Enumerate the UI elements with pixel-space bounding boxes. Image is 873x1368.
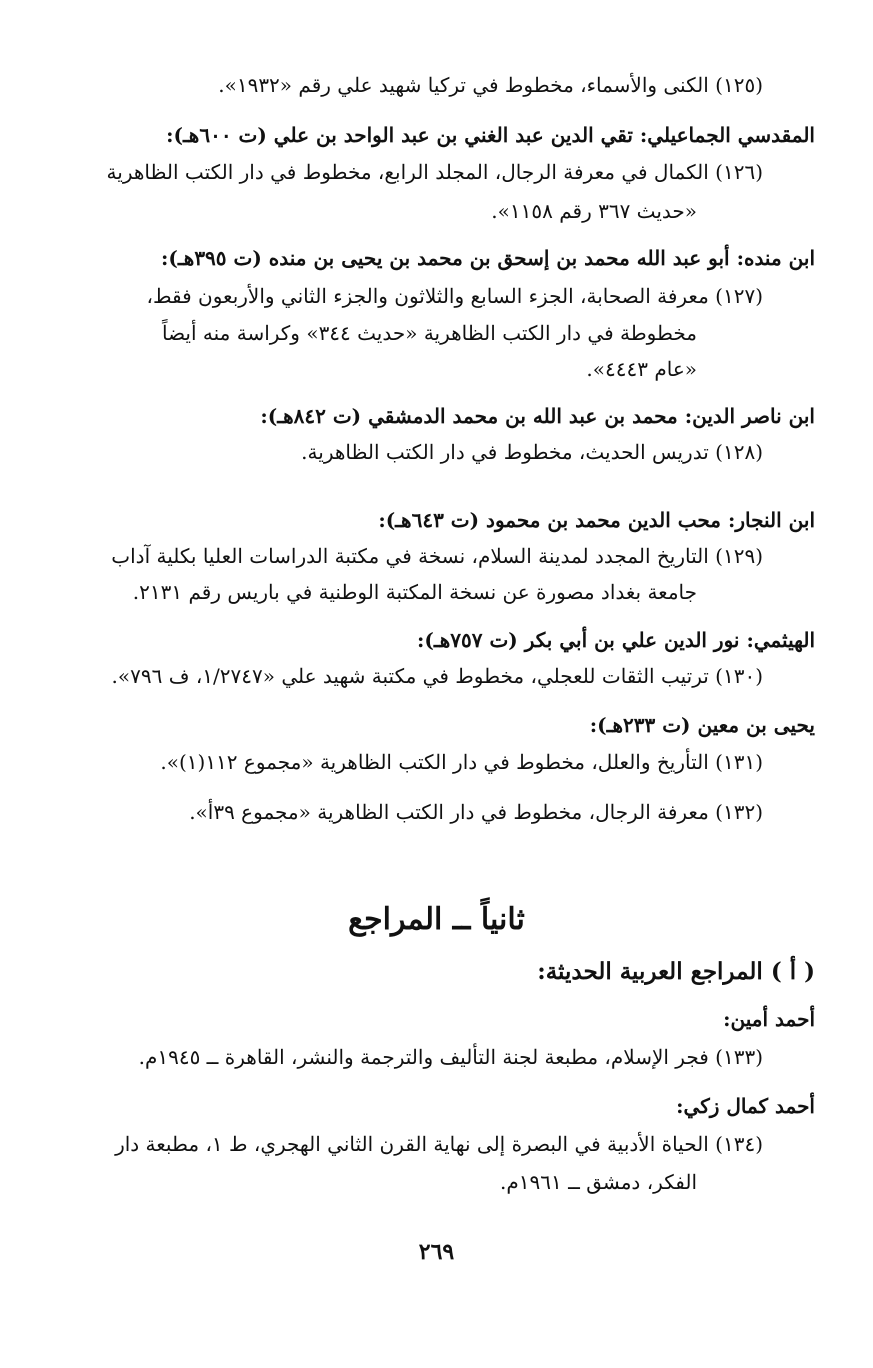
- section-heading-references: ثانياً ــ المراجع: [348, 902, 525, 937]
- entry-126-continuation: «حديث ٣٦٧ رقم ١١٥٨».: [491, 199, 697, 223]
- subsection-heading-modern-arabic: ( أ ) المراجع العربية الحديثة:: [537, 958, 815, 985]
- entry-125: (١٢٥) الكنى والأسماء، مخطوط في تركيا شهيد علي رقم «١٩٣٢».: [218, 73, 763, 97]
- page-number: ٢٦٩: [418, 1239, 455, 1265]
- entry-133: (١٣٣) فجر الإسلام، مطبعة لجنة التأليف والترجمة والنشر، القاهرة ــ ١٩٤٥م.: [138, 1045, 763, 1069]
- entry-130: (١٣٠) ترتيب الثقات للعجلي، مخطوط في مكتبة شهيد علي «١/٢٧٤٧، ف ٧٩٦».: [111, 664, 763, 688]
- entry-128: (١٢٨) تدريس الحديث، مخطوط في دار الكتب الظاهرية.: [301, 440, 763, 464]
- entry-134: (١٣٤) الحياة الأدبية في البصرة إلى نهاية القرن الثاني الهجري، ط ١، مطبعة دار: [115, 1132, 763, 1156]
- author-heading-ibn-nasir-al-din: ابن ناصر الدين: محمد بن عبد الله بن محمد الدمشقي (ت ٨٤٢هـ):: [260, 404, 815, 428]
- entry-127-continuation-1: مخطوطة في دار الكتب الظاهرية «حديث ٣٤٤» وكراسة منه أيضاً: [161, 321, 697, 345]
- author-heading-ibn-mandah: ابن منده: أبو عبد الله محمد بن إسحق بن محمد بن يحيى بن منده (ت ٣٩٥هـ):: [161, 246, 815, 270]
- author-heading-maqdisi: المقدسي الجماعيلي: تقي الدين عبد الغني بن عبد الواحد بن علي (ت ٦٠٠هـ):: [166, 123, 815, 147]
- author-heading-haythami: الهيثمي: نور الدين علي بن أبي بكر (ت ٧٥٧هـ):: [417, 628, 815, 652]
- author-heading-ibn-al-najjar: ابن النجار: محب الدين محمد بن محمود (ت ٦٤٣هـ):: [378, 508, 815, 532]
- author-heading-ahmad-amin: أحمد أمين:: [723, 1007, 815, 1031]
- entry-134-continuation: الفكر، دمشق ــ ١٩٦١م.: [500, 1170, 697, 1194]
- entry-127: (١٢٧) معرفة الصحابة، الجزء السابع والثلاثون والجزء الثاني والأربعون فقط،: [146, 284, 763, 308]
- entry-129: (١٢٩) التاريخ المجدد لمدينة السلام، نسخة في مكتبة الدراسات العليا بكلية آداب: [111, 544, 763, 568]
- entry-131: (١٣١) التأريخ والعلل، مخطوط في دار الكتب الظاهرية «مجموع ١١٢(١)».: [160, 750, 763, 774]
- entry-132: (١٣٢) معرفة الرجال، مخطوط في دار الكتب الظاهرية «مجموع ٣٩أ».: [189, 800, 763, 824]
- entry-129-continuation: جامعة بغداد مصورة عن نسخة المكتبة الوطنية في باريس رقم ٢١٣١.: [132, 580, 697, 604]
- entry-127-continuation-2: «عام ٤٤٤٣».: [586, 357, 697, 381]
- author-heading-yahya-ibn-main: يحيى بن معين (ت ٢٣٣هـ):: [589, 713, 815, 737]
- entry-126: (١٢٦) الكمال في معرفة الرجال، المجلد الرابع، مخطوط في دار الكتب الظاهرية: [106, 160, 763, 184]
- author-heading-ahmad-kamal-zaki: أحمد كمال زكي:: [676, 1094, 815, 1118]
